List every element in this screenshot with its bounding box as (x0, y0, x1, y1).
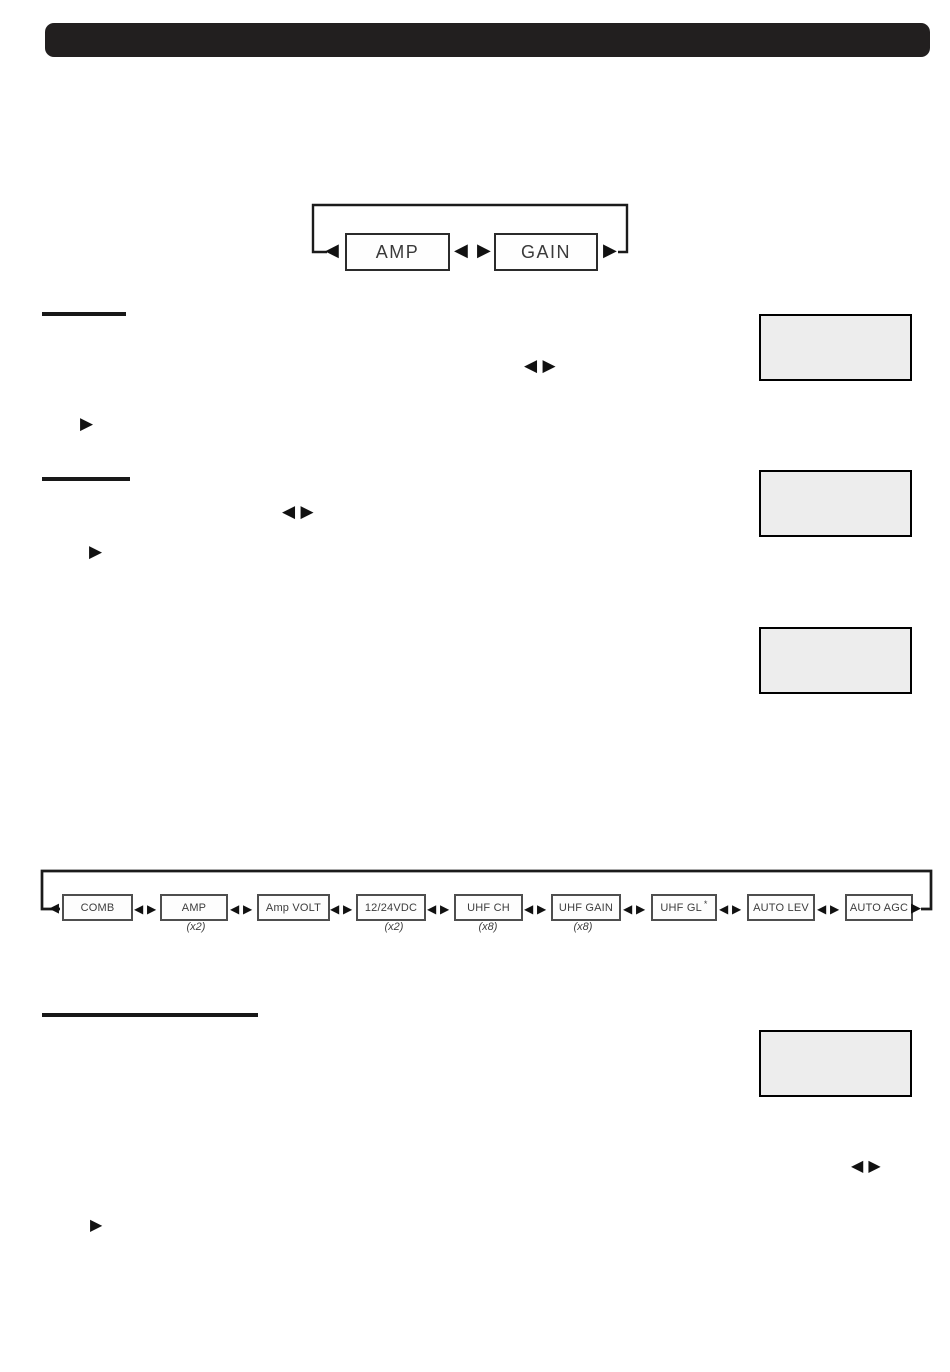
heading-underline-2 (42, 477, 130, 481)
title-bar (45, 23, 930, 57)
heading-underline-3 (42, 1013, 258, 1017)
arrow-pair-icon: ◀ ▶ (623, 902, 646, 916)
flow-box-amp-volt-label: Amp VOLT (265, 901, 322, 914)
flow-box-auto-lev (747, 894, 815, 921)
flow-box-uhf-gain (551, 894, 621, 921)
menu-box-amp (345, 233, 450, 271)
arrow-pair-icon: ◀ ▶ (719, 902, 742, 916)
arrow-pair-icon: ◀ ▶ (230, 902, 253, 916)
arrow-pair-icon: ◀ ▶ (851, 1156, 881, 1175)
flow-box-uhf-gl (651, 894, 717, 921)
flow-box-comb (62, 894, 133, 921)
flow-box-amp (160, 894, 228, 921)
menu-box-gain (494, 233, 598, 271)
flow-box-uhf-ch-label: UHF CH (467, 901, 510, 914)
right-arrow-icon: ▶ (603, 240, 617, 261)
right-arrow-icon: ▶ (477, 240, 491, 261)
flow-box-12-24vdc (356, 894, 426, 921)
arrow-pair-icon: ◀ ▶ (134, 902, 157, 916)
flow-box-auto-agc-label: AUTO AGC (849, 901, 909, 914)
flow-box-comb-label: COMB (80, 901, 115, 914)
left-arrow-icon: ◀ (49, 901, 59, 916)
lcd-display-box-2 (759, 470, 912, 537)
left-arrow-icon: ◀ (325, 240, 339, 261)
flow-box-uhf-gl-label: UHF GL (660, 901, 702, 914)
arrow-pair-icon: ◀ ▶ (330, 902, 353, 916)
bullet-arrow-icon: ▶ (90, 1215, 103, 1234)
bullet-arrow-icon: ▶ (89, 542, 103, 562)
flow-box-uhf-gain-label: UHF GAIN (558, 901, 614, 914)
menu-box-amp-label: AMP (375, 241, 420, 262)
flow-box-amp-label: AMP (181, 901, 207, 914)
flow-box-uhf-ch (454, 894, 523, 921)
flow-multiplier-12-24vdc: (x2) (384, 921, 404, 933)
asterisk-note-marker: * (703, 899, 708, 909)
right-arrow-icon: ▶ (911, 901, 921, 916)
flow-multiplier-uhf-ch: (x8) (478, 921, 498, 933)
lcd-display-box-3 (759, 627, 912, 694)
arrow-pair-icon: ◀ ▶ (427, 902, 450, 916)
flow-multiplier-uhf-gain: (x8) (573, 921, 593, 933)
arrow-pair-icon: ◀ ▶ (817, 902, 840, 916)
flow-box-auto-lev-label: AUTO LEV (753, 901, 809, 914)
arrow-pair-icon: ◀ ▶ (524, 902, 547, 916)
bullet-arrow-icon: ▶ (80, 414, 94, 434)
flow-box-amp-volt (257, 894, 330, 921)
flow-multiplier-amp: (x2) (186, 921, 206, 933)
arrow-pair-icon: ◀ ▶ (282, 502, 314, 522)
lcd-display-box-4 (759, 1030, 912, 1097)
lcd-display-box-1 (759, 314, 912, 381)
menu-box-gain-label: GAIN (520, 241, 571, 262)
arrow-pair-icon: ◀ ▶ (524, 356, 556, 376)
flow-box-12-24vdc-label: 12/24VDC (364, 901, 418, 914)
heading-underline-1 (42, 312, 126, 316)
flow-box-auto-agc (845, 894, 913, 921)
left-arrow-icon: ◀ (454, 240, 468, 261)
